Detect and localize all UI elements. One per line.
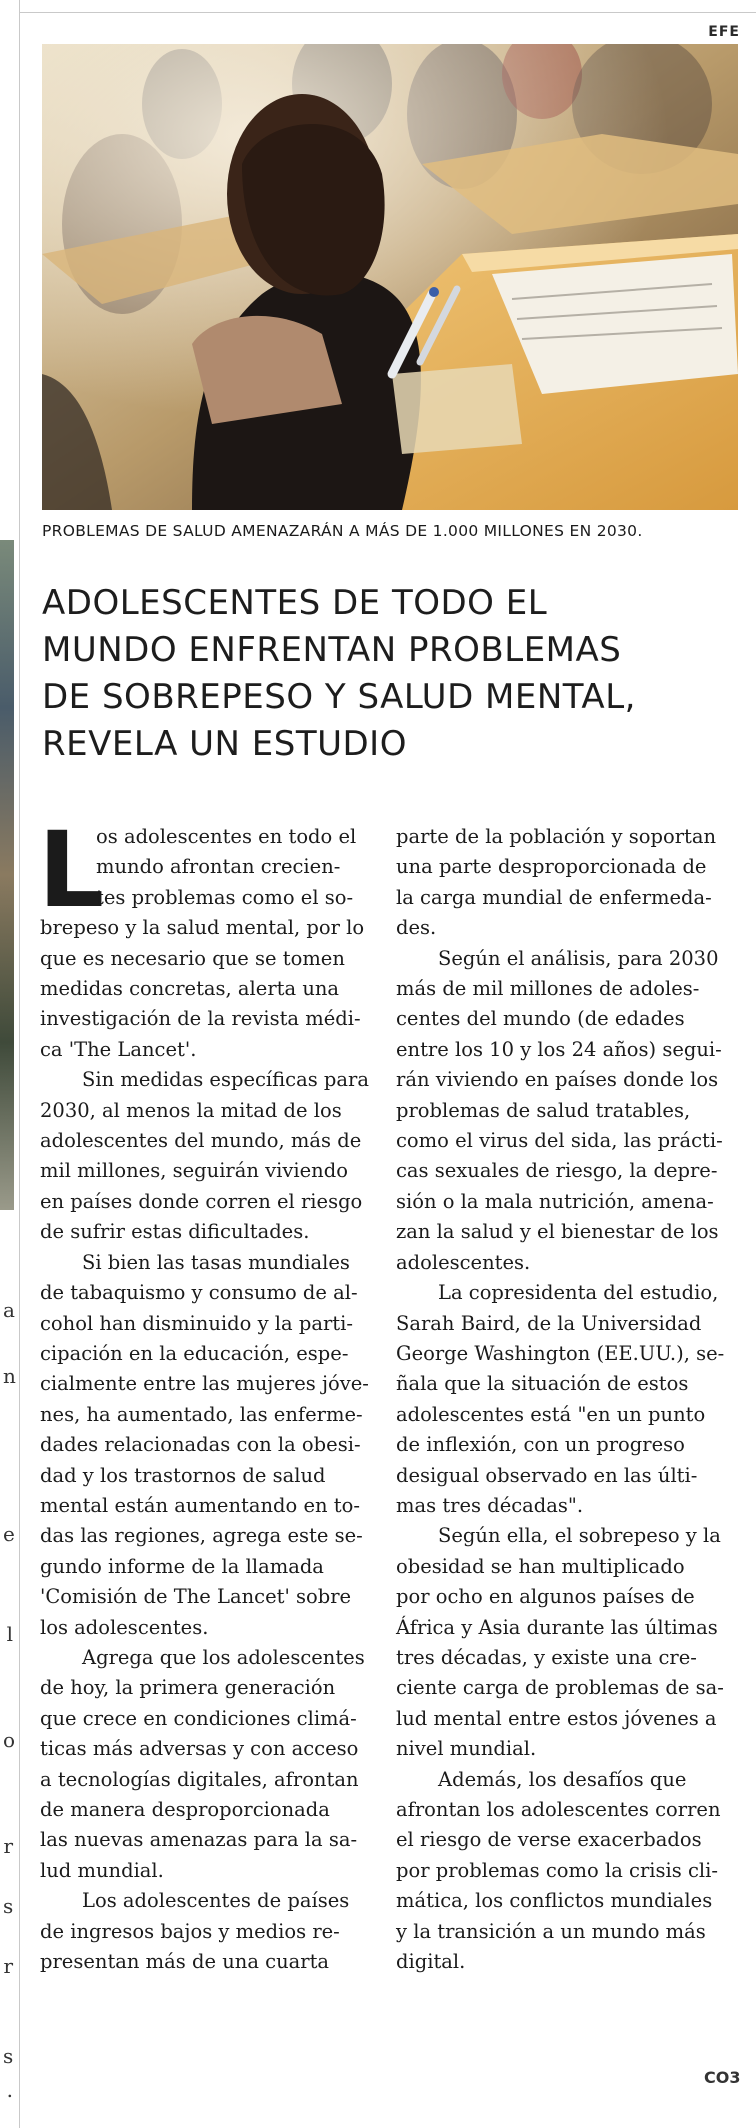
headline-line: MUNDO ENFRENTAN PROBLEMAS: [42, 630, 622, 670]
body-line: cohol han disminuido y la parti-: [40, 1311, 353, 1335]
body-line: des.: [396, 916, 437, 940]
classroom-photo-illustration: [42, 44, 738, 510]
body-line: mática, los conflictos mundiales: [396, 1889, 713, 1913]
body-line: sión o la mala nutrición, amena-: [396, 1189, 714, 1213]
adjacent-text-fragment: r: [3, 1834, 13, 1858]
body-line: en países donde corren el riesgo: [40, 1189, 363, 1213]
adjacent-text-fragment: n: [3, 1364, 16, 1388]
adjacent-text-fragment: s: [3, 1894, 14, 1918]
body-line: gundo informe de la llamada: [40, 1554, 324, 1578]
body-line: brepeso y la salud mental, por lo: [40, 916, 365, 940]
body-line: parte de la población y soportan: [396, 825, 717, 848]
body-line: cialmente entre las mujeres jóve-: [40, 1372, 369, 1396]
body-line: mental están aumentando en to-: [40, 1493, 360, 1517]
body-line: investigación de la revista médi-: [40, 1007, 361, 1031]
adjacent-article-edge: [0, 0, 20, 2128]
body-line: os adolescentes en todo el: [96, 825, 357, 848]
body-line: tes problemas como el so-: [96, 885, 354, 909]
body-line: Si bien las tasas mundiales: [82, 1250, 350, 1274]
headline: [42, 580, 742, 768]
body-line: dad y los trastornos de salud: [40, 1463, 326, 1487]
body-line: ñala que la situación de estos: [396, 1372, 689, 1396]
body-line: los adolescentes.: [40, 1615, 209, 1639]
adjacent-text-fragment: r: [3, 1954, 13, 1978]
body-line: adolescentes del mundo, más de: [40, 1129, 362, 1153]
body-line: de sufrir estas dificultades.: [40, 1220, 310, 1244]
body-line: ca 'The Lancet'.: [40, 1037, 197, 1061]
drop-cap: L: [38, 809, 105, 931]
body-line: África y Asia durante las últimas: [396, 1615, 718, 1639]
body-line: mundo afrontan crecien-: [96, 855, 341, 879]
body-line: que crece en condiciones climá-: [40, 1706, 357, 1730]
body-line: cas sexuales de riesgo, la depre-: [396, 1159, 718, 1183]
body-line: cipación en la educación, espe-: [40, 1341, 349, 1365]
body-line: nivel mundial.: [396, 1737, 537, 1761]
body-line: lud mental entre estos jóvenes a: [396, 1706, 717, 1730]
body-line: más de mil millones de adoles-: [396, 977, 700, 1001]
body-line: como el virus del sida, las prácti-: [396, 1129, 723, 1153]
body-line: adolescentes.: [396, 1250, 531, 1274]
body-line: Según el análisis, para 2030: [438, 946, 719, 970]
body-line: Agrega que los adolescentes: [82, 1645, 365, 1669]
body-line: centes del mundo (de edades: [396, 1007, 685, 1031]
headline-line: REVELA UN ESTUDIO: [42, 724, 407, 764]
body-line: digital.: [396, 1950, 466, 1974]
body-line: de tabaquismo y consumo de al-: [40, 1281, 358, 1305]
body-line: 'Comisión de The Lancet' sobre: [40, 1585, 352, 1609]
body-line: el riesgo de verse exacerbados: [396, 1828, 702, 1852]
body-line: Sarah Baird, de la Universidad: [396, 1311, 702, 1335]
body-line: y la transición a un mundo más: [396, 1919, 706, 1943]
body-line: dades relacionadas con la obesi-: [40, 1433, 361, 1457]
adjacent-text-fragment: e: [3, 1522, 15, 1546]
body-line: de manera desproporcionada: [40, 1798, 330, 1821]
article-column-left: [40, 822, 370, 1977]
adjacent-text-fragment: s: [3, 2044, 14, 2068]
body-line: desigual observado en las últi-: [396, 1463, 698, 1487]
body-line: La copresidenta del estudio,: [438, 1281, 719, 1305]
body-line: George Washington (EE.UU.), se-: [396, 1341, 725, 1365]
body-line: de inflexión, con un progreso: [396, 1433, 685, 1457]
body-line: tres décadas, y existe una cre-: [396, 1645, 697, 1669]
adjacent-text-fragment: .: [6, 2078, 13, 2102]
body-line: mil millones, seguirán viviendo: [40, 1159, 348, 1183]
body-line: afrontan los adolescentes corren: [396, 1798, 721, 1821]
headline-line: ADOLESCENTES DE TODO EL: [42, 583, 548, 623]
body-line: por problemas como la crisis cli-: [396, 1858, 718, 1882]
body-line: rán viviendo en países donde los: [396, 1068, 719, 1092]
body-line: por ocho en algunos países de: [396, 1585, 695, 1609]
article-photo: [42, 44, 738, 510]
adjacent-text-fragment: l: [6, 1622, 13, 1646]
body-line: zan la salud y el bienestar de los: [396, 1220, 719, 1244]
body-line: 2030, al menos la mitad de los: [40, 1098, 342, 1122]
body-line: Sin medidas específicas para: [82, 1068, 369, 1092]
body-line: presentan más de una cuarta: [40, 1950, 330, 1974]
body-line: nes, ha aumentado, las enferme-: [40, 1402, 363, 1426]
top-rule: [20, 12, 756, 13]
column-divider: [19, 0, 20, 2128]
photo-credit: EFE: [708, 24, 740, 40]
body-line: Además, los desafíos que: [438, 1767, 687, 1791]
body-line: a tecnologías digitales, afrontan: [40, 1767, 359, 1791]
body-line: de hoy, la primera generación: [40, 1676, 336, 1700]
body-line: entre los 10 y los 24 años) segui-: [396, 1037, 722, 1061]
body-line: problemas de salud tratables,: [396, 1098, 691, 1122]
body-line: de ingresos bajos y medios re-: [40, 1919, 340, 1943]
body-line: mas tres décadas".: [396, 1493, 584, 1517]
body-line: que es necesario que se tomen: [40, 946, 345, 970]
body-line: las nuevas amenazas para la sa-: [40, 1828, 358, 1852]
body-line: una parte desproporcionada de: [396, 855, 707, 879]
body-line: lud mundial.: [40, 1858, 164, 1882]
body-line: medidas concretas, alerta una: [40, 977, 340, 1001]
end-of-article-mark: CO3: [704, 2068, 741, 2087]
body-line: la carga mundial de enfermeda-: [396, 885, 712, 909]
body-line: Según ella, el sobrepeso y la: [438, 1524, 721, 1548]
adjacent-photo-edge: [0, 540, 14, 1210]
photo-caption: PROBLEMAS DE SALUD AMENAZARÁN A MÁS DE 1.000 MILLONES EN 2030.: [42, 522, 643, 540]
body-line: ticas más adversas y con acceso: [40, 1737, 359, 1761]
headline-line: DE SOBREPESO Y SALUD MENTAL,: [42, 677, 636, 717]
body-line: Los adolescentes de países: [82, 1889, 350, 1913]
body-line: adolescentes está "en un punto: [396, 1402, 706, 1426]
body-line: das las regiones, agrega este se-: [40, 1524, 363, 1548]
adjacent-text-fragment: a: [3, 1298, 15, 1322]
adjacent-text-fragment: o: [3, 1728, 16, 1752]
article-column-right: [396, 822, 726, 1977]
body-line: ciente carga de problemas de sa-: [396, 1676, 724, 1700]
body-line: obesidad se han multiplicado: [396, 1554, 685, 1578]
